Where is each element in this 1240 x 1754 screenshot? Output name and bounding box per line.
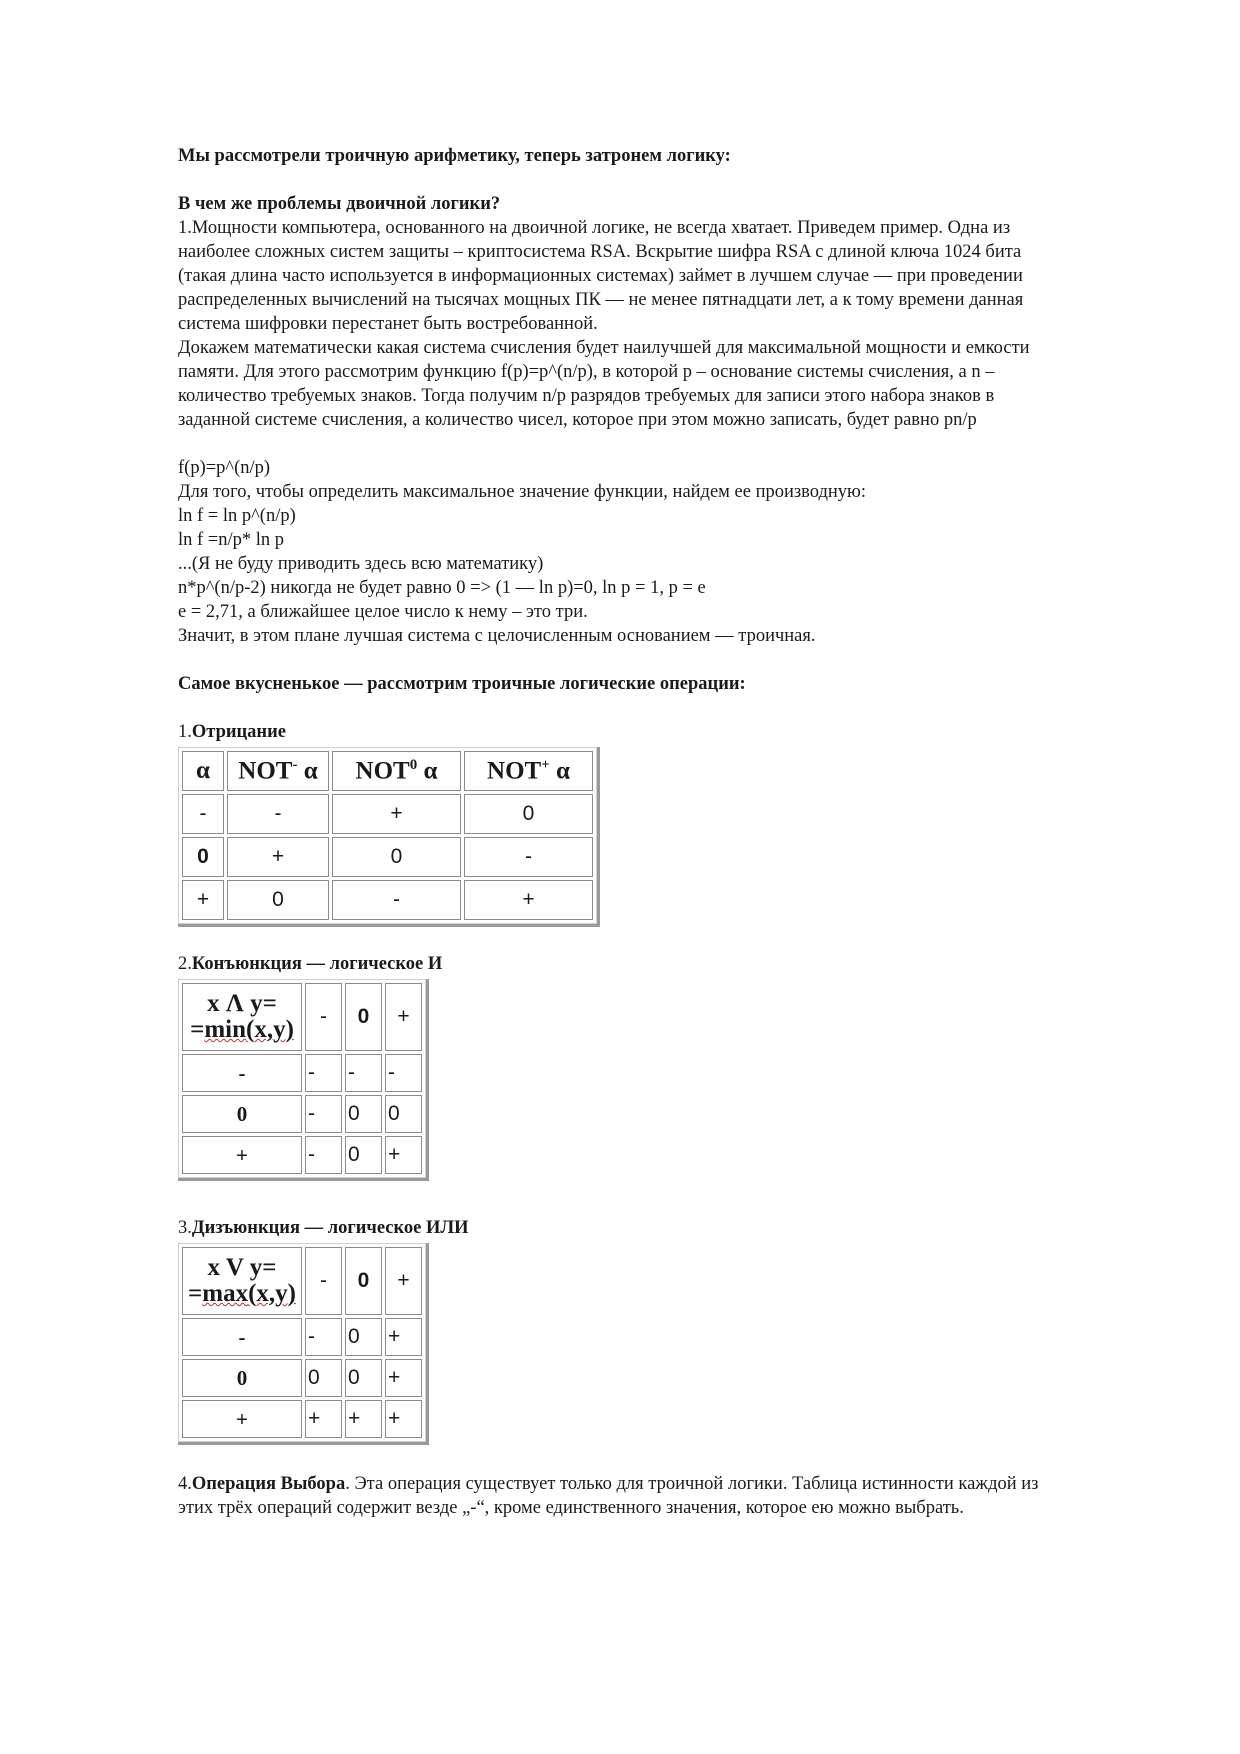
para-line: 1.Мощности компьютера, основанного на двоичной логике, не всегда хватает. Приведем пример. Одна из: [178, 218, 1011, 238]
table-cell: 0: [345, 1359, 382, 1397]
para-line: система шифровки перестанет быть востребованной.: [178, 314, 598, 334]
conjunction-table: [178, 979, 426, 1178]
table-header-cell: -: [305, 1247, 342, 1315]
table-header-cell: 0: [345, 1247, 382, 1315]
table-cell: 0: [182, 1359, 302, 1397]
table-header-cell: NOT$^0$ α: [332, 751, 461, 791]
math-line: n*p^(n/p-2) никогда не будет равно 0 => (1 — ln p)=0, ln p = 1, p = e: [178, 578, 706, 598]
table-header-cell: +: [385, 1247, 422, 1315]
table-cell: 0: [227, 880, 329, 920]
para-line: заданной системе счисления, а количество чисел, которое при этом можно записать, будет равно pn/p: [178, 410, 977, 430]
table-row: [182, 837, 593, 877]
table-cell: +: [464, 880, 593, 920]
table-cell: 0: [182, 837, 224, 877]
table-cell: +: [182, 1400, 302, 1438]
table-cell: +: [227, 837, 329, 877]
table-cell: -: [464, 837, 593, 877]
table-row: [182, 794, 593, 834]
table-cell: +: [345, 1400, 382, 1438]
table-cell: -: [385, 1054, 422, 1092]
section-disjunction-title: 3.Дизъюнкция — логическое ИЛИ: [178, 1218, 469, 1238]
table-header-row: [182, 751, 593, 791]
para-line: распределенных вычислений на тысячах мощных ПК — не менее пятнадцати лет, а к тому времени данная: [178, 290, 1024, 310]
table-row: [182, 880, 593, 920]
table-header-cell: NOT- α: [227, 751, 329, 791]
section-negation-title: 1.Отрицание: [178, 722, 286, 742]
disjunction-table: [178, 1243, 426, 1442]
table-cell: -: [182, 1318, 302, 1356]
math-line: ln f =n/p* ln p: [178, 530, 285, 550]
table-row: [182, 1095, 422, 1133]
para-line: памяти. Для этого рассмотрим функцию f(p)=p^(n/p), в которой p – основание системы счисления, а n –: [178, 362, 995, 382]
math-line: f(p)=p^(n/p): [178, 458, 271, 478]
table-cell: -: [182, 1054, 302, 1092]
table-cell: 0: [305, 1359, 342, 1397]
table-cell: +: [305, 1400, 342, 1438]
table-header-row: [182, 983, 422, 1051]
table-cell: +: [332, 794, 461, 834]
table-cell: 0: [332, 837, 461, 877]
math-line: Для того, чтобы определить максимальное значение функции, найдем ее производную:: [178, 482, 867, 502]
table-row: [182, 1400, 422, 1438]
table-header-row: [182, 1247, 422, 1315]
section-choice-line1: 4.Операция Выбора. Эта операция существует только для троичной логики. Таблица истинности каждой из: [178, 1474, 1039, 1494]
table-header-cell: x Λ y= =min(x,y): [182, 983, 302, 1051]
table-row: [182, 1318, 422, 1356]
table-cell: -: [345, 1054, 382, 1092]
para-line: наиболее сложных систем защиты – криптосистема RSA. Вскрытие шифра RSA с длиной ключа 1024 бита: [178, 242, 1022, 262]
table-row: [182, 1136, 422, 1174]
table-cell: +: [385, 1359, 422, 1397]
table-cell: 0: [182, 1095, 302, 1133]
table-cell: +: [385, 1318, 422, 1356]
heading-intro: Мы рассмотрели троичную арифметику, теперь затронем логику:: [178, 146, 731, 166]
table-cell: +: [182, 880, 224, 920]
table-cell: -: [305, 1136, 342, 1174]
table-header-cell: 0: [345, 983, 382, 1051]
math-line: Значит, в этом плане лучшая система с целочисленным основанием — троичная.: [178, 626, 816, 646]
disjunction-table-frame: [178, 1243, 429, 1445]
table-row: [182, 1359, 422, 1397]
para-line: количество требуемых знаков. Тогда получим n/p разрядов требуемых для записи этого набора знаков в: [178, 386, 995, 406]
table-header-cell: x V y= =max(x,y): [182, 1247, 302, 1315]
table-cell: +: [182, 1136, 302, 1174]
table-cell: -: [305, 1054, 342, 1092]
table-cell: 0: [464, 794, 593, 834]
document-page: [178, 144, 1168, 1520]
para-line: Докажем математически какая система счисления будет наилучшей для максимальной мощности и емкости: [178, 338, 1030, 358]
table-header-cell: α: [182, 751, 224, 791]
table-cell: 0: [345, 1095, 382, 1133]
table-header-cell: NOT+ α: [464, 751, 593, 791]
table-header-cell: +: [385, 983, 422, 1051]
math-line: e = 2,71, а ближайшее целое число к нему – это три.: [178, 602, 588, 622]
table-cell: 0: [385, 1095, 422, 1133]
table-cell: -: [305, 1095, 342, 1133]
math-line: ...(Я не буду приводить здесь всю математику): [178, 554, 544, 574]
table-cell: -: [227, 794, 329, 834]
para-line: (такая длина часто используется в информационных системах) займет в лучшем случае — при проведении: [178, 266, 1023, 286]
conjunction-table-frame: [178, 979, 429, 1181]
heading-ternary-operations: Самое вкусненькое — рассмотрим троичные логические операции:: [178, 674, 746, 694]
table-cell: -: [332, 880, 461, 920]
table-cell: +: [385, 1136, 422, 1174]
math-line: ln f = ln p^(n/p): [178, 506, 296, 526]
heading-binary-problems: В чем же проблемы двоичной логики?: [178, 194, 501, 214]
negation-table-frame: [178, 747, 600, 927]
table-row: [182, 1054, 422, 1092]
table-cell: -: [305, 1318, 342, 1356]
table-cell: +: [385, 1400, 422, 1438]
table-cell: -: [182, 794, 224, 834]
table-cell: 0: [345, 1136, 382, 1174]
table-header-cell: -: [305, 983, 342, 1051]
section-choice-line2: этих трёх операций содержит везде „-“, кроме единственного значения, которое ею можно выбрать.: [178, 1498, 964, 1518]
table-cell: 0: [345, 1318, 382, 1356]
negation-table: [178, 747, 597, 924]
section-conjunction-title: 2.Конъюнкция — логическое И: [178, 954, 443, 974]
